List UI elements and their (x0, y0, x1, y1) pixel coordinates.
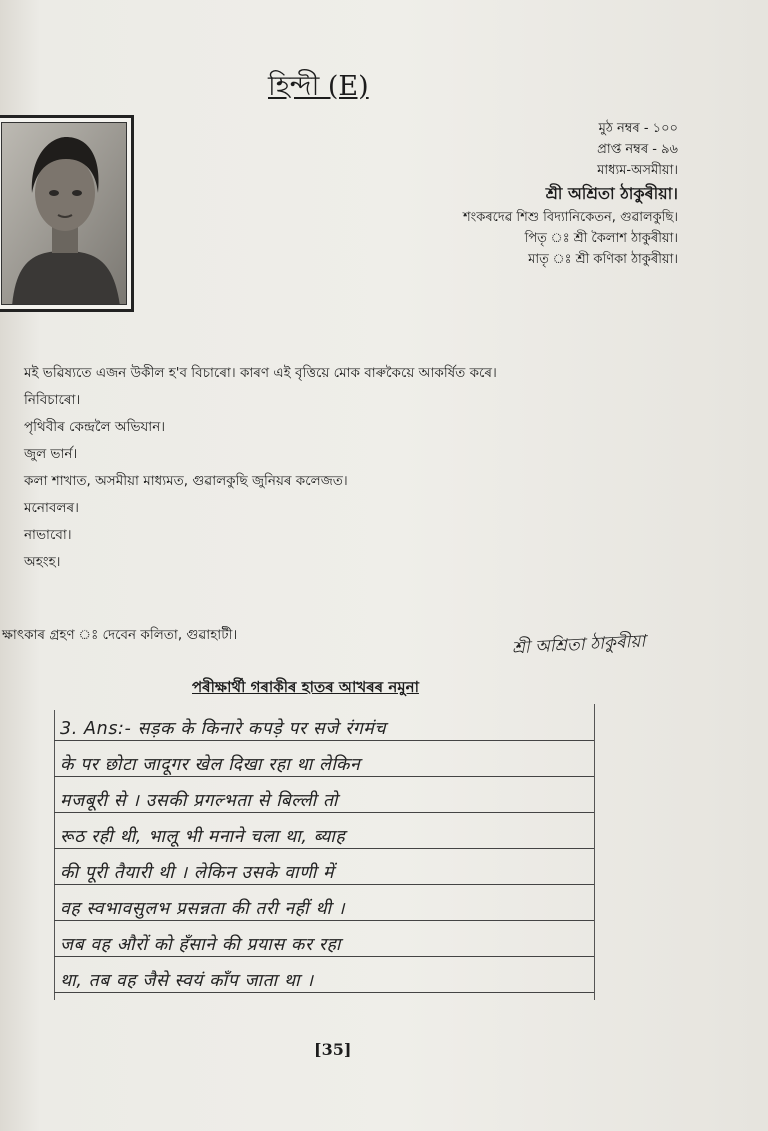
page-title: হিন্দী (E) (268, 71, 369, 102)
total-marks: মুঠ নম্বৰ - ১০০ (598, 121, 678, 136)
ruled-line (54, 812, 594, 813)
ruled-line (54, 848, 594, 849)
ruled-line (54, 884, 594, 885)
handwriting-line: 3. Ans:- सड़क के किनारे कपड़े पर सजे रंगमंच (60, 719, 387, 739)
answer-line: মই ভৱিষ্যতে এজন উকীল হ'ব বিচাৰো। কাৰণ এই বৃত্তিয়ে মোক বাৰুকৈয়ে আকৰ্ষিত কৰে। (24, 365, 497, 381)
handwriting-line: मजबूरी से । उसकी प्रगल्भता से बिल्ली तो (60, 791, 339, 811)
school-name: শংকৰদেৱ শিশু বিদ্যানিকেতন, গুৱালকুছি। (462, 210, 678, 225)
handwriting-sample-heading: পৰীক্ষাৰ্থী গৰাকীৰ হাতৰ আখৰৰ নমুনা (192, 678, 419, 696)
ruled-line (54, 740, 594, 741)
answer-line: অহংহ। (24, 554, 61, 570)
answer-line: নাভাবো। (24, 527, 72, 543)
answer-line: জুল ভাৰ্ন। (24, 446, 78, 462)
handwriting-line: के पर छोटा जादूगर खेल दिखा रहा था लेकिन (60, 755, 361, 775)
handwriting-line: जब वह औरों को हँसाने की प्रयास कर रहा (60, 935, 342, 955)
student-photo (0, 115, 134, 312)
handwriting-line: वह स्वभावसुलभ प्रसन्नता की तरी नहीं थी । (60, 899, 346, 919)
answer-line: নিবিচাৰো। (24, 392, 81, 408)
obtained-marks: প্ৰাপ্ত নম্বৰ - ৯৬ (597, 142, 678, 157)
student-info (463, 118, 678, 270)
ruled-line (54, 992, 594, 993)
ruled-line (54, 956, 594, 957)
student-name: শ্ৰী অশ্ৰিতা ঠাকুৰীয়া। (545, 184, 678, 203)
answer-line: মনোবলৰ। (24, 500, 79, 516)
father-name: পিতৃ ঃ শ্ৰী কৈলাশ ঠাকুৰীয়া। (524, 231, 678, 246)
mother-name: মাতৃ ঃ শ্ৰী কণিকা ঠাকুৰীয়া। (528, 252, 678, 267)
answer-line: কলা শাখাত, অসমীয়া মাধ্যমত, গুৱালকুছি জুনিয়ৰ কলেজত। (24, 473, 348, 489)
handwriting-line: की पूरी तैयारी थी । लेकिन उसके वाणी में (60, 863, 335, 883)
interviewer-credit: ক্ষাৎকাৰ গ্ৰহণ ঃ দেবেন কলিতা, গুৱাহাটী। (2, 627, 238, 643)
ruled-line (54, 776, 594, 777)
medium: মাধ্যম-অসমীয়া। (597, 163, 678, 178)
handwriting-line: था, तब वह जैसे स्वयं काँप जाता था । (60, 971, 314, 991)
answers-list (24, 360, 497, 576)
ruled-line (54, 920, 594, 921)
handwriting-sample (46, 704, 612, 1004)
signature: শ্ৰী অশ্ৰিতা ঠাকুৰীয়া (511, 631, 646, 659)
page-number: [35] (314, 1040, 352, 1059)
handwriting-line: रूठ रही थी, भालू भी मनाने चला था, ब्याह (60, 827, 346, 847)
margin-line (594, 704, 595, 1000)
portrait-image (2, 123, 127, 305)
answer-line: পৃথিবীৰ কেন্দ্ৰলৈ অভিযান। (24, 419, 166, 435)
